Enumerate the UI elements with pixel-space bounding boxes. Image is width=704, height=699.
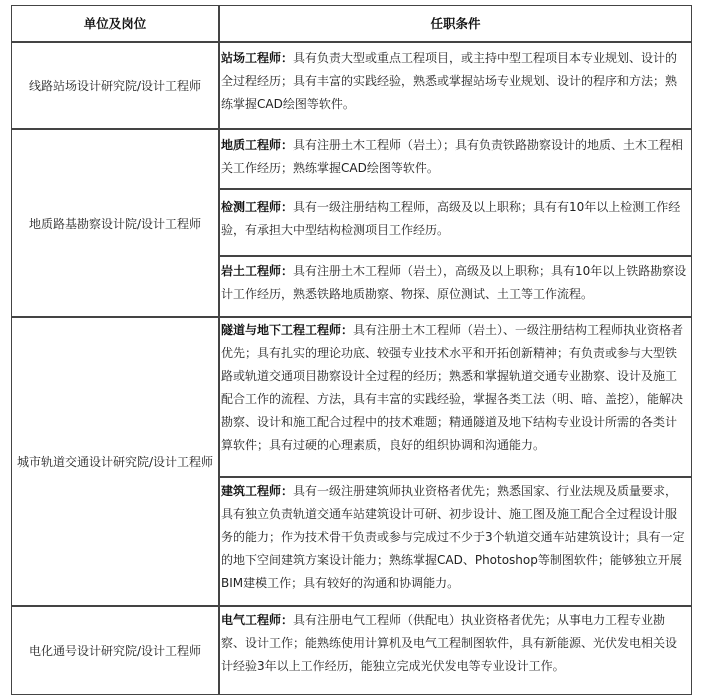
role-description: 具有负责大型或重点工程项目，或主持中型工程项目本专业规划、设计的全过程经历；具有丰富的实践经验，熟悉或掌握站场专业规划、设计的程序和方法；熟练掌握CAD绘图等软件。 [221, 51, 678, 111]
requirement-cell [221, 196, 691, 242]
unit-cell-geology: 地质路基勘察设计院/设计工程师 [28, 216, 202, 231]
role-description: 具有注册土木工程师（岩土），高级及以上职称；具有10年以上铁路勘察设计工作经历，熟悉铁路地质勘察、物探、原位测试、土工等工作流程。 [221, 264, 687, 301]
role-title: 检测工程师： [221, 200, 294, 214]
requirement-cell [221, 609, 691, 678]
requirement-cell [221, 134, 691, 180]
unit-cell-line-station: 线路站场设计研究院/设计工程师 [28, 79, 202, 93]
role-title: 电气工程师： [221, 613, 294, 627]
role-title: 建筑工程师： [221, 484, 294, 498]
role-title: 岩土工程师： [221, 264, 294, 278]
unit-cell-electrification: 电化通号设计研究院/设计工程师 [28, 644, 202, 658]
role-description: 具有一级注册建筑师执业资格者优先；熟悉国家、行业法规及质量要求，具有独立负责轨道交通车站建筑设计可研、初步设计、施工图及施工配合全过程设计服务的能力；作为技术骨干负责或参与完成过不少于3个轨道交通车站建筑设计；具有一定的地下空间建筑方案设计能力；熟练掌握CAD、Photoshop等制图软件；能够独立开展BIM建模工作；具有较好的沟通和协调能力。 [221, 484, 685, 590]
header-unit-position: 单位及岗位 [83, 16, 147, 31]
unit-cell-urban-rail: 城市轨道交通设计研究院/设计工程师 [16, 455, 214, 469]
role-title: 地质工程师： [221, 138, 294, 152]
cell-divider [219, 188, 691, 190]
role-title: 隧道与地下工程工程师： [221, 323, 354, 337]
requirement-cell [221, 480, 691, 595]
cell-divider [219, 255, 691, 257]
requirements-table [11, 5, 692, 695]
role-description: 具有一级注册结构工程师，高级及以上职称；具有有10年以上检测工作经验，有承担大中型结构检测项目工作经历。 [221, 200, 681, 237]
role-description: 具有注册电气工程师（供配电）执业资格者优先；从事电力工程专业勘察、设计工作；能熟练使用计算机及电气工程制图软件，具有新能源、光伏发电相关设计经验3年以上工作经历，能独立完成光伏发电等专业设计工作。 [221, 613, 678, 673]
requirement-cell [221, 319, 691, 457]
cell-divider [219, 476, 691, 478]
role-description: 具有注册土木工程师（岩土）、一级注册结构工程师执业资格者优先；具有扎实的理论功底、较强专业技术水平和开拓创新精神；有负责或参与大型铁路或轨道交通项目勘察设计全过程的经历；熟悉和掌握轨道交通专业勘察、设计及施工配合工作的流程、方法，具有丰富的实践经验，掌握各类工法（明、暗、盖挖），能解决勘察、设计和施工配合过程中的技术难题；精通隧道及地下结构专业设计所需的各类计算软件；具有过硬的心理素质，良好的组织协调和沟通能力。 [221, 323, 684, 452]
column-divider [218, 6, 220, 694]
requirement-cell [221, 47, 691, 116]
role-description: 具有注册土木工程师（岩土）；具有负责铁路勘察设计的地质、土木工程相关工作经历；熟练掌握CAD绘图等软件。 [221, 138, 684, 175]
requirement-cell [221, 260, 691, 306]
header-requirements: 任职条件 [430, 16, 481, 31]
role-title: 站场工程师： [221, 51, 294, 65]
